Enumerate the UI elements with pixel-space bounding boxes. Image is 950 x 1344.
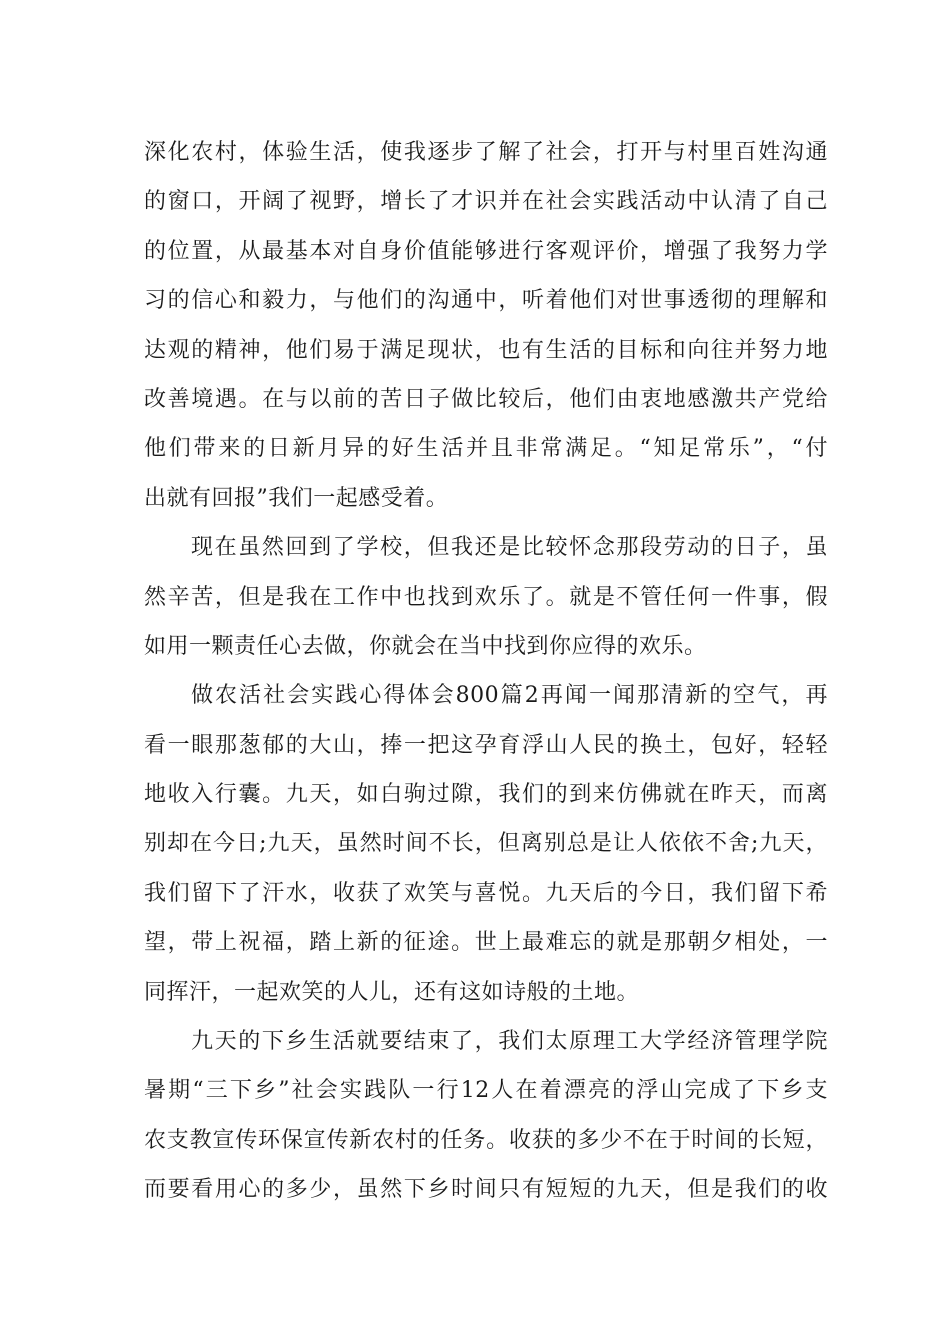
text-line: 如用一颗责任心去做，你就会在当中找到你应得的欢乐。 bbox=[144, 633, 707, 659]
text-line: 看一眼那葱郁的大山，捧一把这孕育浮山人民的换土，包好，轻轻 bbox=[144, 732, 828, 758]
text-line: 现在虽然回到了学校，但我还是比较怀念那段劳动的日子，虽 bbox=[191, 535, 828, 561]
text-line: 九天的下乡生活就要结束了，我们太原理工大学经济管理学院 bbox=[191, 1029, 828, 1055]
text-line: 改善境遇。在与以前的苦日子做比较后，他们由衷地感激共产党给 bbox=[144, 386, 828, 412]
text-line: 暑期“三下乡”社会实践队一行12人在着漂亮的浮山完成了下乡支 bbox=[144, 1078, 828, 1104]
paragraph-2 bbox=[144, 523, 828, 671]
text-line: 然辛苦，但是我在工作中也找到欢乐了。就是不管任何一件事，假 bbox=[144, 584, 828, 610]
text-line: 而要看用心的多少，虽然下乡时间只有短短的九天，但是我们的收 bbox=[144, 1177, 828, 1203]
text-line: 深化农村，体验生活，使我逐步了解了社会，打开与村里百姓沟通 bbox=[144, 140, 828, 165]
text-line: 地收入行囊。九天，如白驹过隙，我们的到来仿佛就在昨天，而离 bbox=[144, 782, 828, 808]
text-line: 出就有回报”我们一起感受着。 bbox=[144, 485, 449, 511]
text-line: 他们带来的日新月异的好生活并且非常满足。“知足常乐”，“付 bbox=[144, 436, 828, 462]
text-line: 别却在今日;九天，虽然时间不长，但离别总是让人依依不舍;九天， bbox=[144, 831, 828, 857]
text-line: 望，带上祝福，踏上新的征途。世上最难忘的就是那朝夕相处，一 bbox=[144, 930, 828, 956]
text-line: 做农活社会实践心得体会800篇2再闻一闻那清新的空气，再 bbox=[191, 683, 828, 709]
text-line: 农支教宣传环保宣传新农村的任务。收获的多少不在于时间的长短， bbox=[144, 1127, 828, 1153]
paragraph-1 bbox=[144, 128, 828, 523]
paragraph-4 bbox=[144, 1017, 828, 1215]
text-line: 的位置，从最基本对自身价值能够进行客观评价，增强了我努力学 bbox=[144, 238, 828, 264]
text-line: 我们留下了汗水，收获了欢笑与喜悦。九天后的今日，我们留下希 bbox=[144, 880, 828, 906]
paragraph-3 bbox=[144, 671, 828, 1017]
text-line: 习的信心和毅力，与他们的沟通中，听着他们对世事透彻的理解和 bbox=[144, 288, 828, 314]
text-line: 同挥汗，一起欢笑的人儿，还有这如诗般的土地。 bbox=[144, 979, 640, 1005]
document-body bbox=[144, 128, 828, 1215]
text-line: 的窗口，开阔了视野，增长了才识并在社会实践活动中认清了自己 bbox=[144, 189, 828, 215]
text-line: 达观的精神，他们易于满足现状，也有生活的目标和向往并努力地 bbox=[144, 337, 828, 363]
